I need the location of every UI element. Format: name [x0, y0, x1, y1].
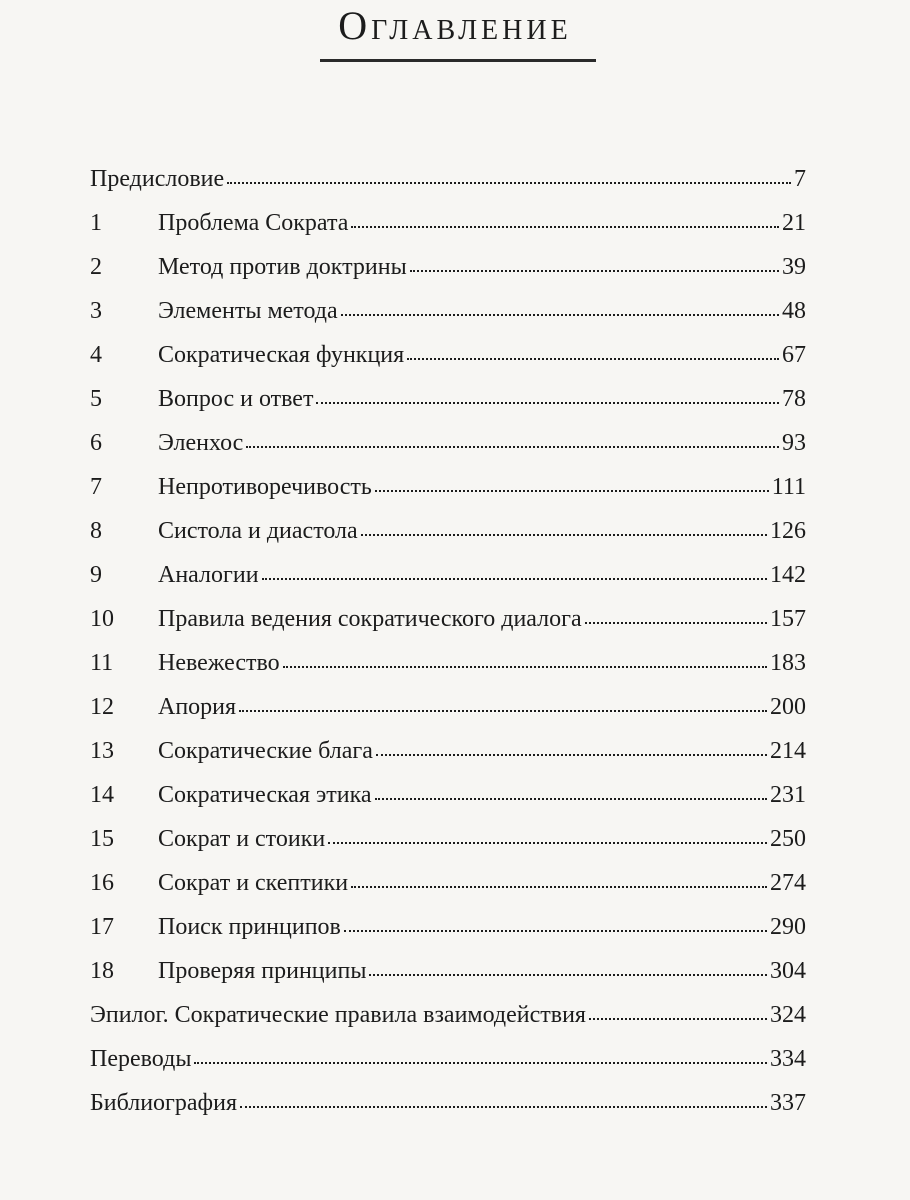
toc-chapter-title: Правила ведения сократического диалога: [158, 606, 582, 632]
toc-page-number: 274: [770, 870, 806, 896]
toc-page-number: 337: [770, 1090, 806, 1116]
toc-dot-leader: [375, 796, 767, 800]
toc-chapter-title: Поиск принципов: [158, 914, 341, 940]
toc-chapter-number: 18: [90, 958, 114, 984]
toc-chapter-number: 14: [90, 782, 114, 808]
toc-dot-leader: [344, 928, 767, 932]
toc-entry: [90, 690, 806, 724]
toc-page-number: 93: [782, 430, 806, 456]
toc-chapter-number: 7: [90, 474, 102, 500]
toc-dot-leader: [410, 268, 779, 272]
toc-chapter-number: 15: [90, 826, 114, 852]
page-title: Оглавление: [338, 3, 572, 48]
toc-page-number: 304: [770, 958, 806, 984]
toc-entry: [90, 822, 806, 856]
toc-entry: [90, 646, 806, 680]
toc-chapter-title: Непротиворечивость: [158, 474, 372, 500]
toc-chapter-number: 6: [90, 430, 102, 456]
toc-chapter-title: Вопрос и ответ: [158, 386, 314, 412]
toc-chapter-number: 13: [90, 738, 114, 764]
toc-chapter-title: Сократические блага: [158, 738, 373, 764]
toc-entry: [90, 1042, 806, 1076]
toc-dot-leader: [227, 180, 791, 184]
toc-chapter-title: Систола и диастола: [158, 518, 358, 544]
toc-entry: [90, 866, 806, 900]
toc-chapter-title: Метод против доктрины: [158, 254, 407, 280]
toc-page-number: 290: [770, 914, 806, 940]
toc-chapter-number: 1: [90, 210, 102, 236]
toc-chapter-title: Сократ и скептики: [158, 870, 349, 896]
toc-chapter-title: Проверяя принципы: [158, 958, 367, 984]
toc-entry: [90, 470, 806, 504]
toc-entry: [90, 338, 806, 372]
toc-chapter-number: 11: [90, 650, 114, 676]
toc-chapter-number: 3: [90, 298, 102, 324]
toc-page-number: 142: [770, 562, 806, 588]
toc-chapter-number: 16: [90, 870, 114, 896]
toc-entry: [90, 206, 806, 240]
toc-chapter-title: Предисловие: [90, 166, 225, 192]
toc-entry: [90, 558, 806, 592]
toc-page-number: 78: [782, 386, 806, 412]
toc-entry: [90, 954, 806, 988]
toc-dot-leader: [351, 224, 779, 228]
toc-dot-leader: [246, 444, 779, 448]
toc-chapter-number: 10: [90, 606, 114, 632]
toc-page-number: 324: [770, 1002, 806, 1028]
toc-dot-leader: [407, 356, 779, 360]
toc-page-number: 39: [782, 254, 806, 280]
toc-dot-leader: [351, 884, 767, 888]
toc-entry: [90, 602, 806, 636]
toc-dot-leader: [262, 576, 767, 580]
toc-dot-leader: [316, 400, 779, 404]
toc-dot-leader: [376, 752, 767, 756]
toc-page-number: 250: [770, 826, 806, 852]
toc-entry: [90, 294, 806, 328]
toc-dot-leader: [369, 972, 767, 976]
toc-page-number: 48: [782, 298, 806, 324]
toc-page-number: 21: [782, 210, 806, 236]
toc-chapter-title: Переводы: [90, 1046, 192, 1072]
toc-page-number: 183: [770, 650, 806, 676]
toc-dot-leader: [328, 840, 767, 844]
toc-chapter-number: 17: [90, 914, 114, 940]
toc-page-number: 157: [770, 606, 806, 632]
toc-chapter-title: Проблема Сократа: [158, 210, 349, 236]
toc-chapter-number: 8: [90, 518, 102, 544]
toc-page-number: 334: [770, 1046, 806, 1072]
toc-entry: [90, 1086, 806, 1120]
toc-entry: [90, 426, 806, 460]
toc-entry: [90, 778, 806, 812]
toc-page-number: 200: [770, 694, 806, 720]
toc-dot-leader: [283, 664, 767, 668]
toc-chapter-title: Сократическая функция: [158, 342, 405, 368]
toc-entry: [90, 162, 806, 196]
toc-chapter-title: Эпилог. Сократические правила взаимодействия: [90, 1002, 586, 1028]
toc-page-number: 67: [782, 342, 806, 368]
toc-chapter-title: Сократ и стоики: [158, 826, 326, 852]
toc-entry: [90, 382, 806, 416]
toc-page-number: 231: [770, 782, 806, 808]
toc-entry: [90, 514, 806, 548]
toc-page-number: 214: [770, 738, 806, 764]
toc-entry: [90, 250, 806, 284]
toc-chapter-number: 12: [90, 694, 114, 720]
toc-chapter-title: Библиография: [90, 1090, 237, 1116]
toc-page-number: 111: [771, 474, 806, 500]
title-rule: [320, 59, 596, 62]
toc-entry: [90, 910, 806, 944]
toc-dot-leader: [341, 312, 779, 316]
toc-chapter-number: 5: [90, 386, 102, 412]
toc-chapter-title: Сократическая этика: [158, 782, 372, 808]
toc-chapter-title: Аналогии: [158, 562, 259, 588]
toc-dot-leader: [585, 620, 767, 624]
toc-entry: [90, 998, 806, 1032]
toc-chapter-number: 4: [90, 342, 102, 368]
toc-page-number: 7: [794, 166, 806, 192]
toc-chapter-title: Эленхос: [158, 430, 244, 456]
toc-dot-leader: [361, 532, 767, 536]
toc-chapter-number: 2: [90, 254, 102, 280]
toc-dot-leader: [194, 1060, 767, 1064]
toc-chapter-title: Апория: [158, 694, 237, 720]
toc-dot-leader: [589, 1016, 767, 1020]
toc-page-number: 126: [770, 518, 806, 544]
toc-entry: [90, 734, 806, 768]
toc-chapter-title: Элементы метода: [158, 298, 338, 324]
toc-dot-leader: [240, 1104, 767, 1108]
toc-chapter-number: 9: [90, 562, 102, 588]
toc-dot-leader: [239, 708, 767, 712]
toc-chapter-title: Невежество: [158, 650, 280, 676]
toc-dot-leader: [375, 488, 769, 492]
